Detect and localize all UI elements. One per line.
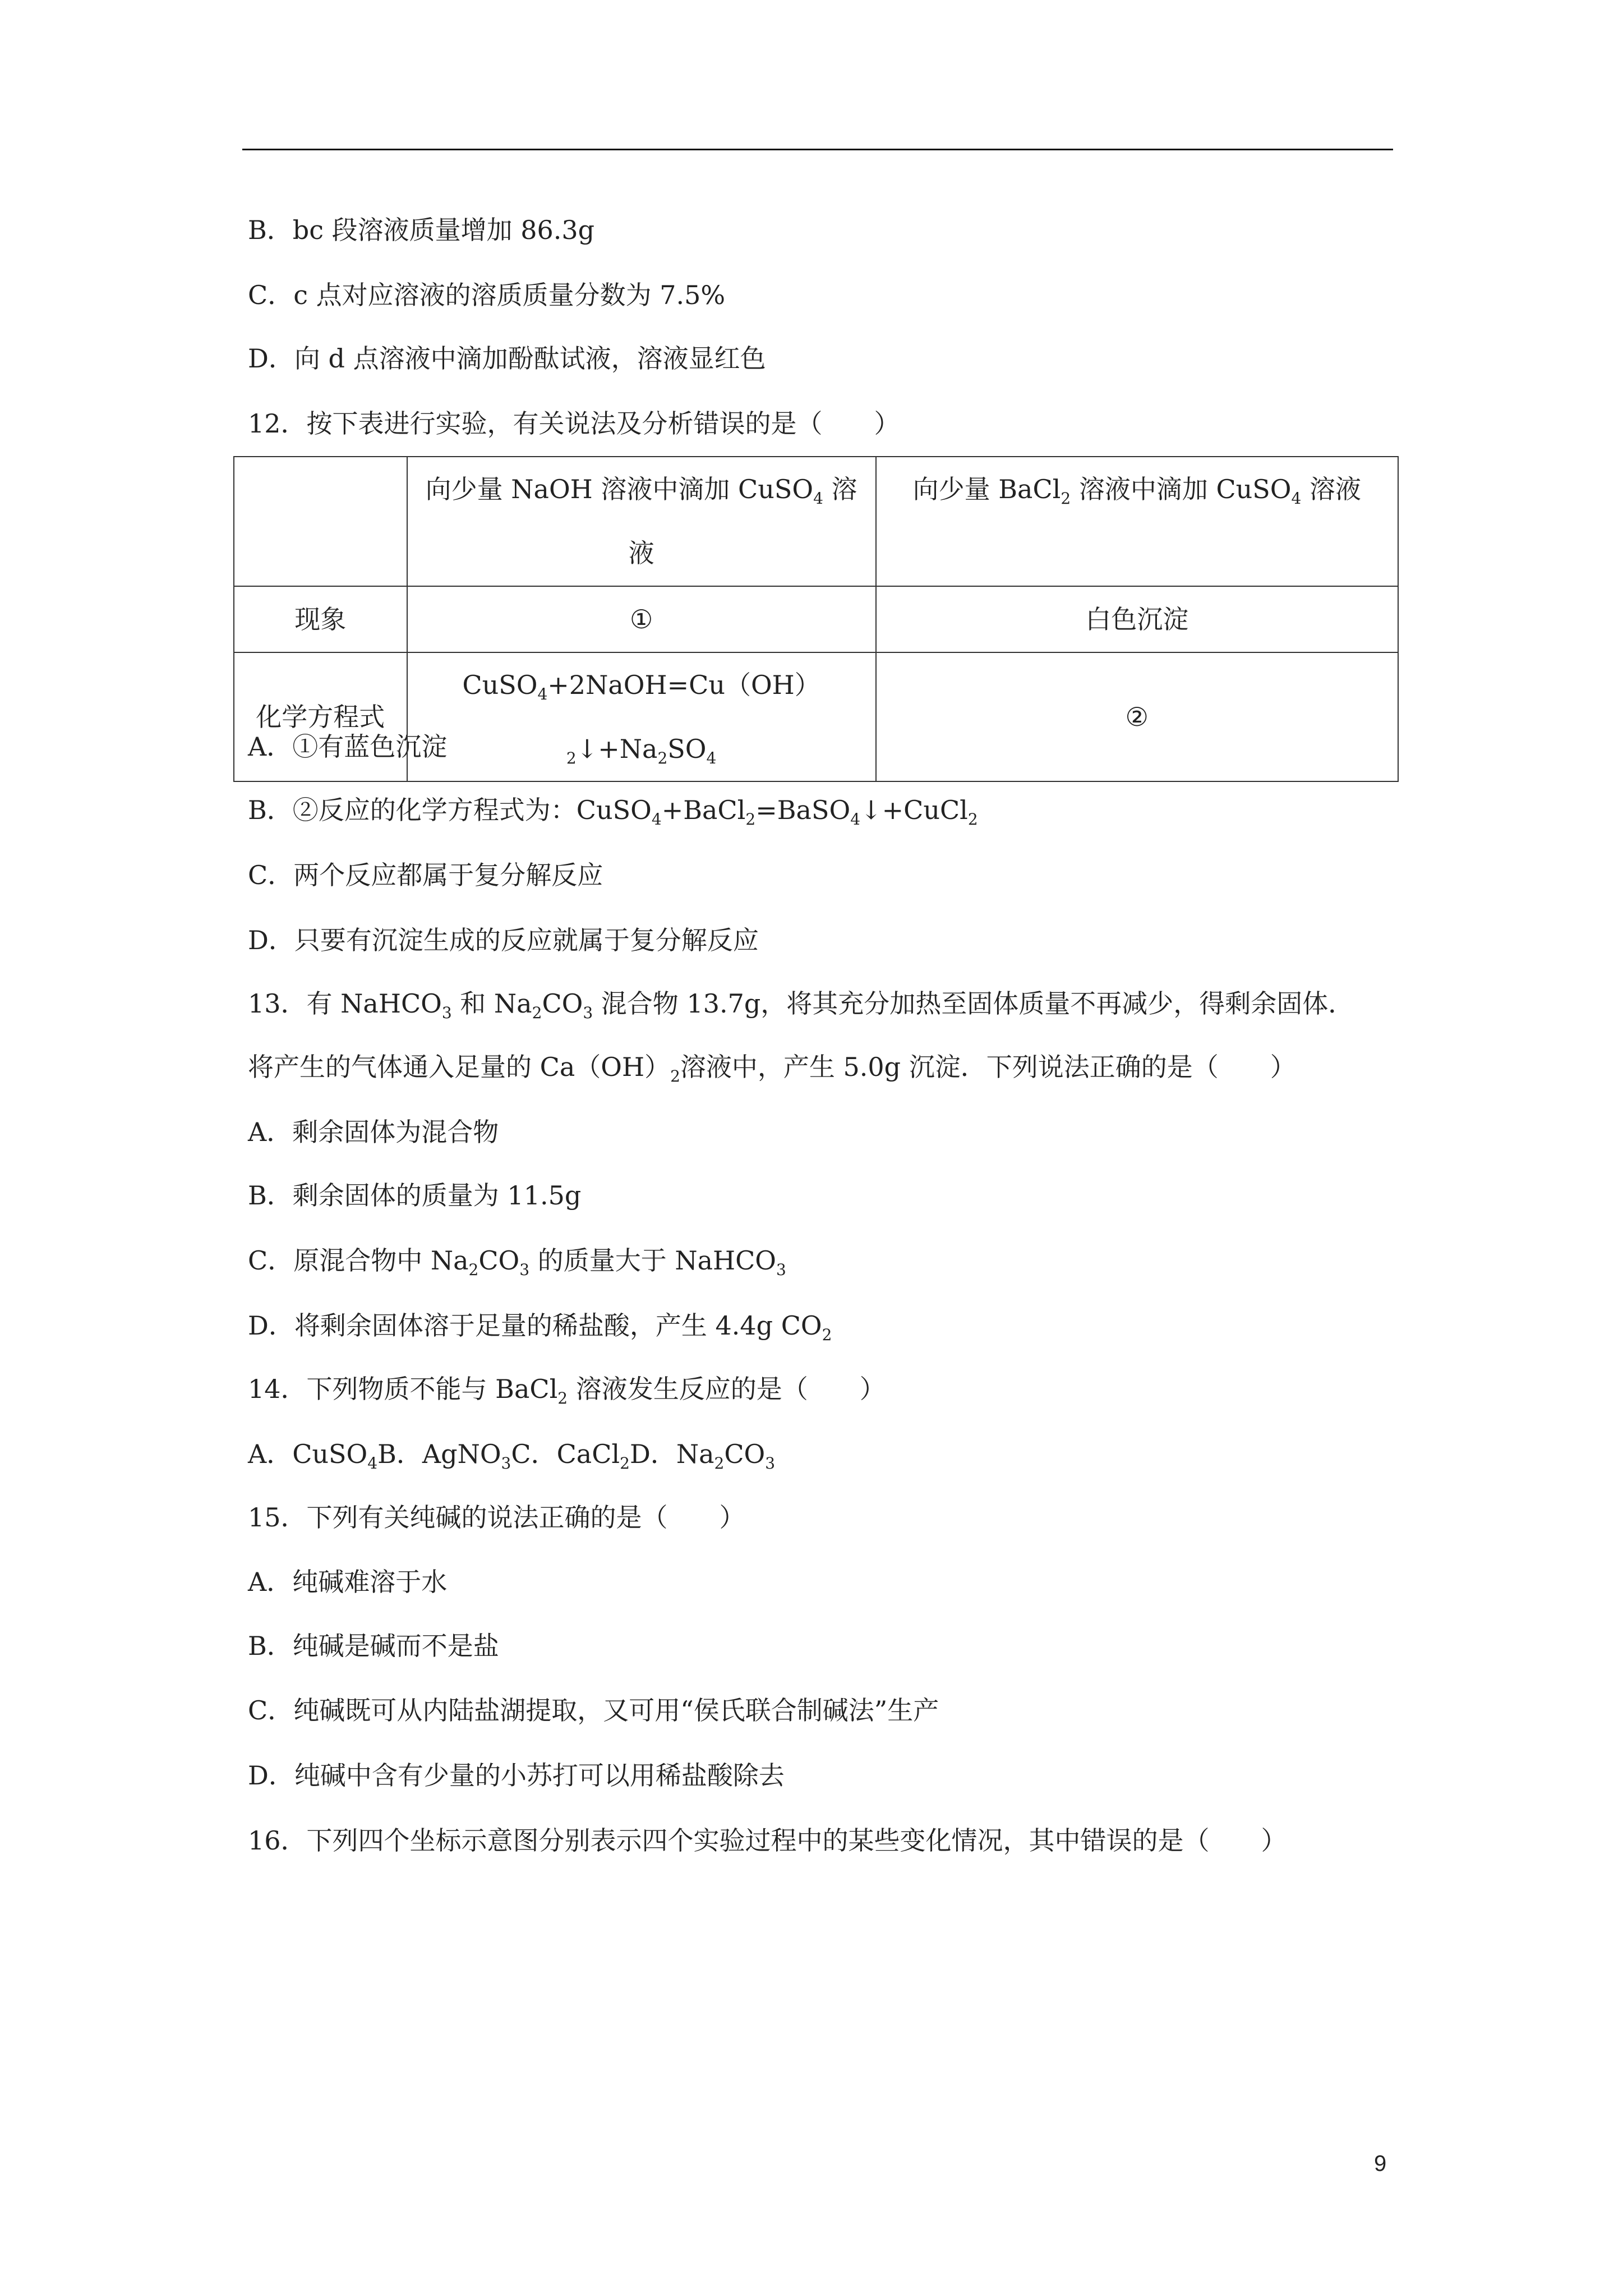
text-run: B．②反应的化学方程式为：CuSO [248,795,652,826]
text-run: 溶液 [628,474,857,568]
subscript: 2 [620,1453,630,1473]
text-run: A．剩余固体为混合物 [248,1116,499,1147]
subscript: 4 [651,810,662,829]
text-run: ↓+CuCl [860,795,968,826]
text-run: D．Na [629,1438,714,1469]
text-line [248,1176,581,1215]
table-cell [876,457,1398,586]
text-line [248,210,594,250]
subscript: 2 [1061,489,1071,508]
text-run: 将产生的气体通入足量的 Ca（OH） [248,1052,671,1083]
text-run: CO [478,1245,520,1276]
table-cell [407,586,876,652]
text-run: CO [542,988,583,1019]
text-run: B．纯碱是碱而不是盐 [248,1630,499,1661]
subscript: 4 [706,749,717,767]
text-run: A．①有蓝色沉淀 [248,731,448,762]
text-run: 向少量 NaOH 溶液中滴加 CuSO [425,474,814,504]
table-row [234,586,1398,652]
subscript: 2 [714,1453,725,1473]
text-run: 溶液发生反应的是（ ） [568,1373,886,1404]
subscript: 4 [850,810,861,829]
text-run: CuSO [462,670,538,700]
text-line [248,1562,447,1602]
text-run: 16．下列四个坐标示意图分别表示四个实验过程中的某些变化情况，其中错误的是（ ） [248,1825,1287,1856]
subscript: 2 [557,1388,568,1407]
text-line [248,1691,939,1730]
text-run: ↓+Na [576,734,658,764]
subscript: 4 [1291,489,1302,508]
subscript: 2 [822,1325,832,1344]
text-run: 14．下列物质不能与 BaCl [248,1373,558,1404]
text-line [248,1434,775,1474]
text-run: 现象 [294,604,347,634]
text-line [248,1241,786,1280]
text-run: ② [1125,702,1149,732]
text-line [248,275,725,315]
table-cell [234,457,407,586]
table-cell [407,457,876,586]
text-run: A．纯碱难溶于水 [248,1567,448,1598]
subscript: 2 [566,749,577,767]
text-run: 化学方程式 [256,702,385,732]
text-run: 向少量 BaCl [912,474,1061,504]
text-run: D．只要有沉淀生成的反应就属于复分解反应 [248,924,759,955]
text-run: SO [667,734,707,764]
text-run: 12．按下表进行实验，有关说法及分析错误的是（ ） [248,408,900,439]
subscript: 3 [583,1004,593,1023]
text-run: +BaCl [661,795,746,826]
text-line [248,790,978,830]
text-line [248,1112,499,1152]
text-line [248,1369,886,1409]
text-run: C．两个反应都属于复分解反应 [248,860,603,891]
subscript: 2 [670,1067,680,1086]
text-run: ① [629,604,653,634]
text-run: C．纯碱既可从内陆盐湖提取，又可用“侯氏联合制碱法”生产 [248,1695,939,1726]
text-run: 混合物 13.7g，将其充分加热至固体质量不再减少，得剩余固体． [593,988,1354,1019]
subscript: 3 [519,1260,530,1279]
text-run: B．bc 段溶液质量增加 86.3g [248,215,595,246]
text-run: =BaSO [755,795,851,826]
text-run: 溶液中，产生 5.0g 沉淀．下列说法正确的是（ ） [680,1052,1296,1083]
subscript: 2 [532,1004,542,1023]
page-number: 9 [1374,2151,1387,2176]
table-row [234,652,1398,781]
text-run: C．CaCl [511,1438,620,1469]
table-cell [234,586,407,652]
text-run: 和 Na [451,988,532,1019]
text-line [248,339,766,378]
text-run: 白色沉淀 [1085,604,1189,634]
text-run: C．原混合物中 Na [248,1245,469,1276]
text-line [248,1047,1296,1087]
subscript: 4 [537,685,548,703]
table-cell [234,652,407,781]
text-run: 溶液中滴加 CuSO [1071,474,1292,504]
text-run: +2NaOH=Cu（OH） [547,670,820,700]
text-run: CO [724,1438,766,1469]
table-cell [407,652,876,781]
text-line [248,1498,745,1537]
text-run: 13．有 NaHCO [248,988,442,1019]
table-row [234,457,1398,586]
subscript: 2 [967,810,978,829]
table-cell [876,652,1398,781]
text-line [248,1756,785,1795]
text-line [248,855,603,895]
experiment-table [233,456,1399,782]
text-line [248,984,1354,1023]
text-run: B．AgNO [377,1438,501,1469]
subscript: 4 [813,489,823,508]
text-line [248,921,759,960]
text-line [248,404,900,443]
text-line [248,1306,832,1345]
text-run: A．CuSO [248,1438,368,1469]
subscript: 4 [367,1453,378,1473]
text-run: D．向 d 点溶液中滴加酚酞试液，溶液显红色 [248,343,766,374]
subscript: 3 [501,1453,511,1473]
text-run: 的质量大于 NaHCO [529,1245,777,1276]
table-cell [876,586,1398,652]
subscript: 2 [657,749,668,767]
text-run: 15．下列有关纯碱的说法正确的是（ ） [248,1502,745,1533]
text-run: B．剩余固体的质量为 11.5g [248,1180,582,1211]
header-rule [242,149,1393,150]
text-line [248,1821,1287,1860]
text-line [248,1626,499,1665]
text-run: C．c 点对应溶液的溶质质量分数为 7.5% [248,280,726,311]
text-run: 溶液 [1301,474,1361,504]
subscript: 2 [468,1260,479,1279]
subscript: 3 [765,1453,776,1473]
subscript: 3 [441,1004,452,1023]
subscript: 2 [745,810,756,829]
text-run: D．将剩余固体溶于足量的稀盐酸，产生 4.4g CO [248,1310,822,1341]
text-run: D．纯碱中含有少量的小苏打可以用稀盐酸除去 [248,1760,785,1791]
subscript: 3 [776,1260,786,1279]
